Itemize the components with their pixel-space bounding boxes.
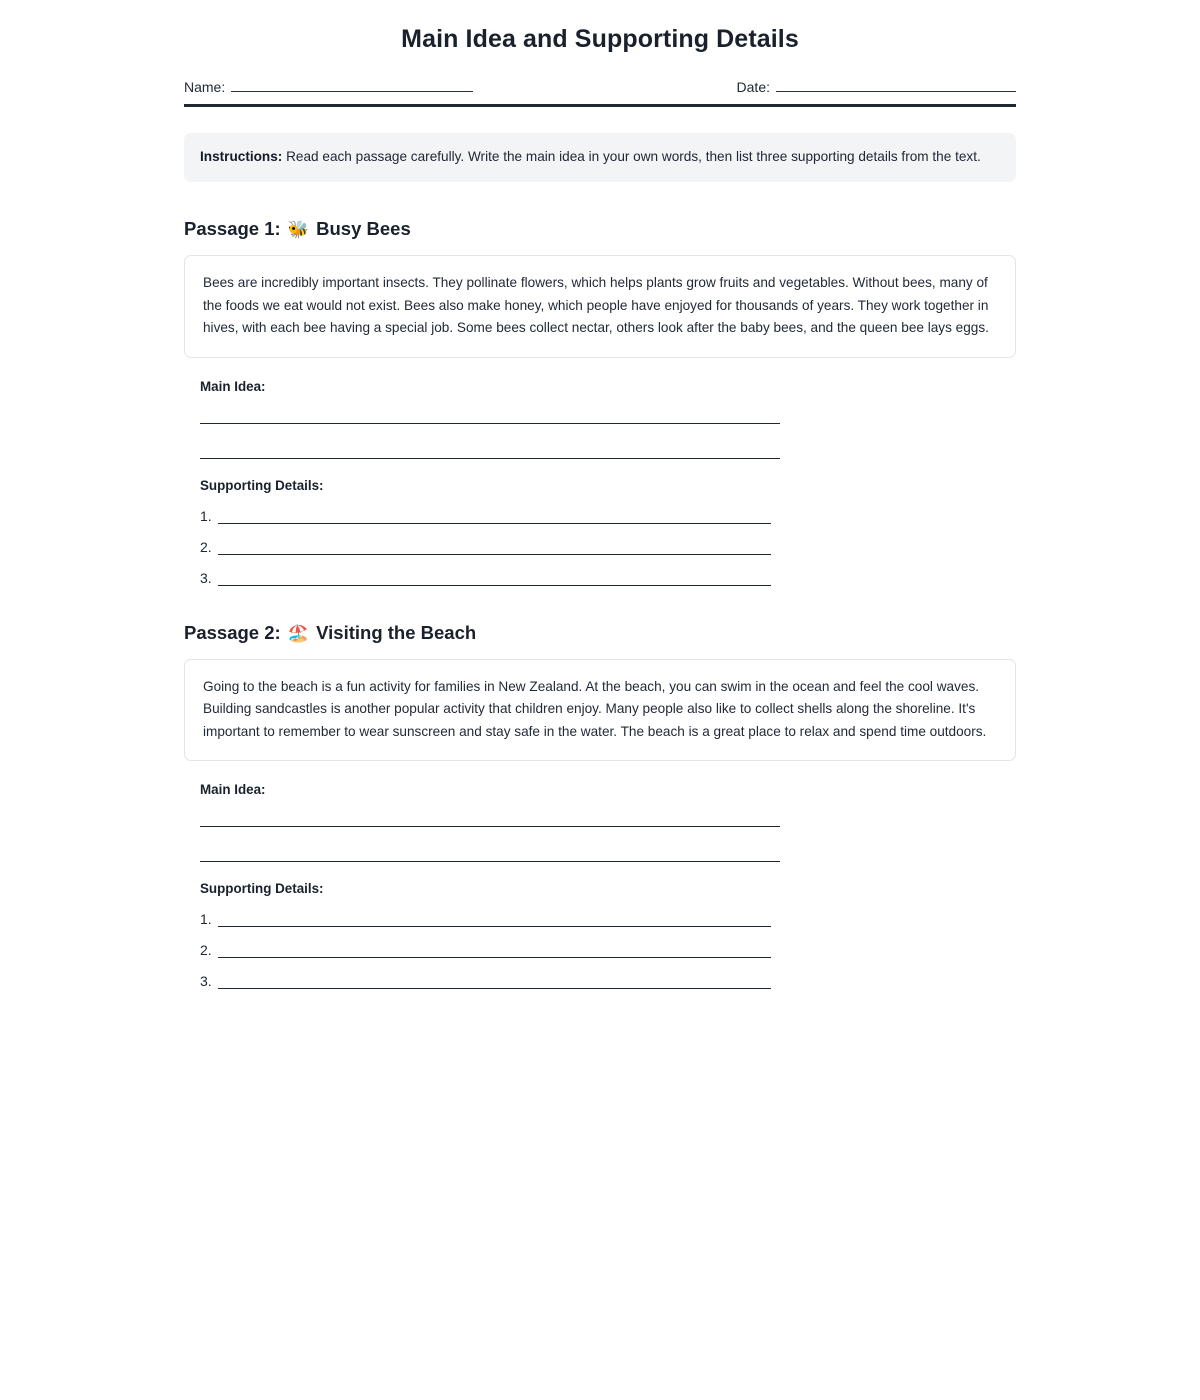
passage-2-heading-prefix: Passage 2:: [184, 621, 281, 643]
passage-2-main-idea-line-2[interactable]: [200, 861, 780, 862]
beach-umbrella-icon: 🏖️: [287, 623, 309, 644]
passage-1-detail-line-2[interactable]: [218, 544, 771, 555]
passage-1-heading-title: Busy Bees: [316, 218, 411, 239]
passage-section-2: [184, 620, 1016, 990]
passage-2-detail-number-3: 3.: [200, 973, 212, 989]
header-divider: [184, 104, 1016, 107]
instructions-box: [184, 133, 1016, 182]
passage-1-detail-row-3: [200, 570, 1016, 586]
passage-1-detail-number-2: 2.: [200, 538, 212, 555]
name-label: Name:: [184, 79, 226, 95]
passage-2-detail-row-3: [200, 973, 1016, 989]
passage-1-text-box: [184, 255, 1016, 358]
passage-1-detail-line-1[interactable]: [218, 513, 771, 524]
name-field-group: [184, 78, 473, 96]
passage-1-main-idea-line-1[interactable]: [200, 423, 780, 424]
passage-2-main-idea-label: Main Idea:: [200, 782, 266, 797]
date-label: Date:: [736, 79, 770, 95]
passage-1-detail-line-3[interactable]: [218, 575, 771, 586]
passage-2-heading: [184, 620, 1016, 647]
passage-1-heading: [184, 216, 1016, 243]
date-field-group: [737, 78, 1016, 96]
passage-1-heading-prefix: Passage 1:: [184, 218, 281, 239]
passage-2-detail-line-1[interactable]: [218, 916, 771, 927]
passage-1-supporting-details-label: Supporting Details:: [200, 477, 324, 493]
passage-2-main-idea-line-1[interactable]: [200, 826, 780, 827]
passage-2-detail-number-2: 2.: [200, 942, 212, 958]
page-title: Main Idea and Supporting Details: [401, 25, 799, 53]
passage-section-1: [184, 216, 1016, 586]
honeybee-icon: 🐝: [287, 220, 309, 240]
instructions-label: Instructions:: [200, 149, 283, 164]
passage-2-detail-line-2[interactable]: [218, 947, 771, 958]
passage-2-detail-line-3[interactable]: [218, 978, 771, 989]
passage-2-heading-title: Visiting the Beach: [316, 621, 477, 643]
student-info-row: [184, 78, 1016, 96]
passage-2-detail-row-1: [200, 911, 1016, 927]
passage-2-text-box: [184, 659, 1016, 762]
passage-1-answer-area: [184, 378, 1016, 586]
passage-1-main-idea-line-2[interactable]: [200, 458, 780, 459]
passage-2-answer-area: [184, 781, 1016, 989]
passage-1-detail-row-2: [200, 539, 1016, 555]
passage-2-detail-number-1: 1.: [200, 911, 212, 927]
name-input-line[interactable]: [231, 79, 473, 92]
passage-1-detail-row-1: [200, 508, 1016, 524]
passage-1-text: Bees are incredibly important insects. They pollinate flowers, which helps plants grow fruits and vegetables. Without bees, many of the foods we eat would not exist. Bees also make honey, which people have enjoyed for thousands of years. They work together in hives, with each bee having a special job. Some bees collect nectar, others look after the baby bees, and the queen bee lays eggs.: [203, 275, 989, 335]
passage-1-detail-number-3: 3.: [200, 569, 212, 586]
passage-2-text: Going to the beach is a fun activity for families in New Zealand. At the beach, you can swim in the ocean and feel the cool waves. Building sandcastles is another popular activity that children enjoy. Many people also like to collect shells along the shoreline. It's important to remember to wear sunscreen and stay safe in the water. The beach is a great place to relax and spend time outdoors.: [203, 678, 987, 739]
date-input-line[interactable]: [776, 79, 1016, 92]
passage-1-detail-number-1: 1.: [200, 507, 212, 524]
passage-2-supporting-details-label: Supporting Details:: [200, 881, 324, 896]
instructions-text: Read each passage carefully. Write the main idea in your own words, then list three supporting details from the text.: [282, 149, 981, 164]
passage-1-main-idea-label: Main Idea:: [200, 378, 266, 394]
passage-2-detail-row-2: [200, 942, 1016, 958]
